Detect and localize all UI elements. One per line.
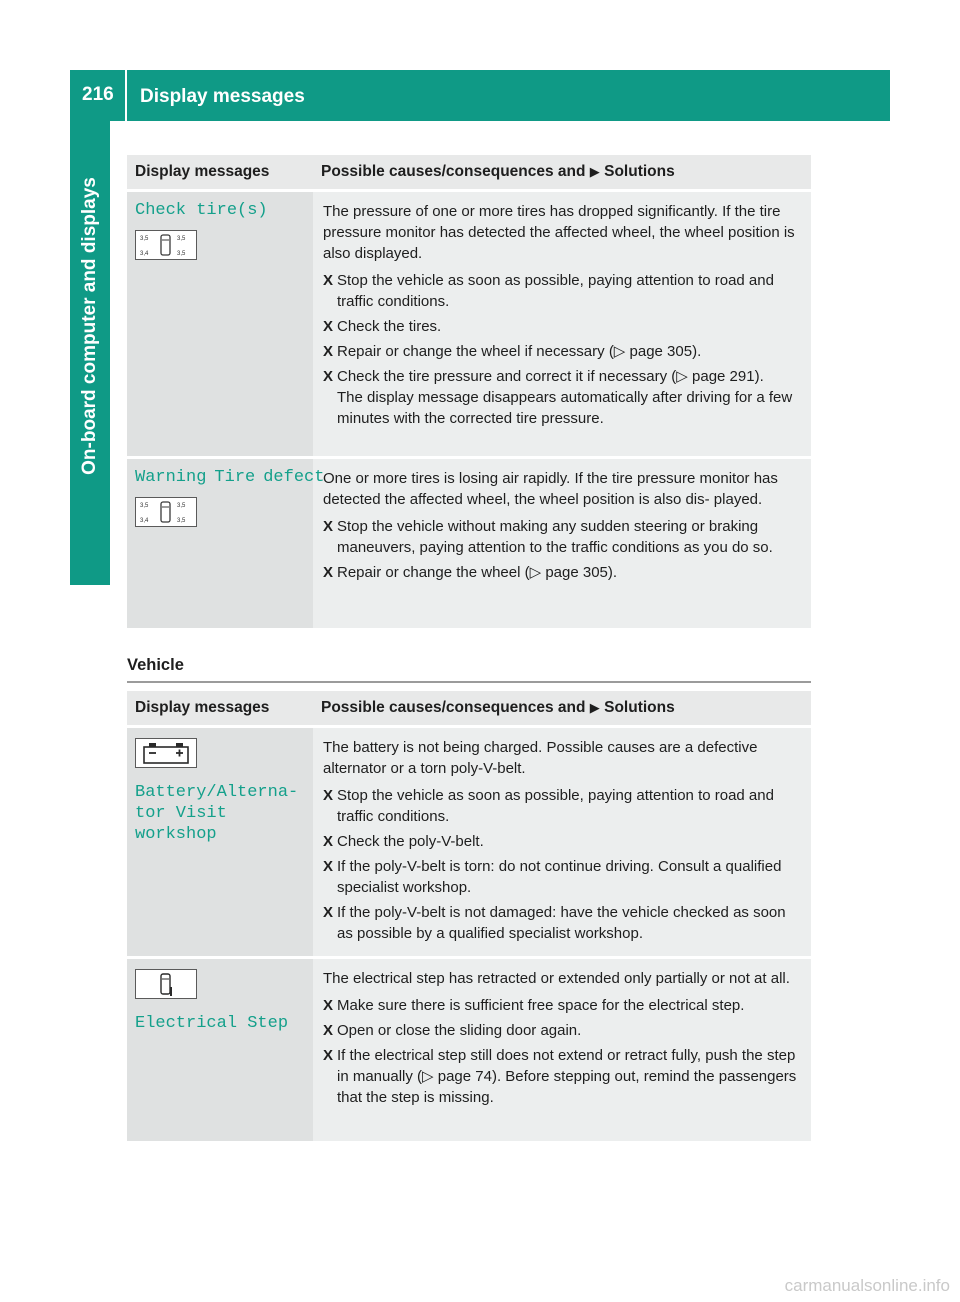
solution-cell <box>313 458 811 628</box>
section-heading-vehicle: Vehicle <box>127 656 184 674</box>
step-text: Stop the vehicle as soon as possible, paying attention to road and traffic conditions. <box>337 272 774 310</box>
display-message-text <box>135 782 305 845</box>
electrical-step-icon <box>135 969 197 999</box>
description-text: The electrical step has retracted or extended only partially or not at all. <box>323 970 790 987</box>
display-message-text <box>135 1013 305 1034</box>
step-text: Repair or change the wheel if necessary (▷ page 305). <box>337 343 702 360</box>
message-line: Battery/Alterna‐ <box>135 783 299 802</box>
description-text: One or more tires is losing air rapidly. If the tire pressure monitor has detected the affected wheel, the wheel position is also dis- played. <box>323 470 778 508</box>
step-text: Repair or change the wheel (▷ page 305). <box>337 564 618 581</box>
message-cell <box>127 727 313 958</box>
table-row <box>127 727 811 958</box>
list-item <box>323 316 803 337</box>
message-cell <box>127 191 313 458</box>
header-causes-label: Possible causes/consequences and <box>321 699 586 716</box>
list-item <box>323 831 803 852</box>
tire-value: 3,5 <box>140 236 149 242</box>
header-display-messages: Display messages <box>127 155 313 191</box>
solution-steps <box>323 995 803 1108</box>
step-text: If the poly-V-belt is not damaged: have the vehicle checked as soon as possible by a qualified specialist workshop. <box>337 904 786 942</box>
play-arrow-icon: ▶ <box>589 164 600 179</box>
step-text: Open or close the sliding door again. <box>337 1022 582 1039</box>
step-text: Make sure there is sufficient free space for the electrical step. <box>337 997 745 1014</box>
table-row <box>127 958 811 1141</box>
solution-steps <box>323 785 803 944</box>
display-message-text <box>135 200 305 221</box>
step-arrow-icon: X <box>323 787 334 804</box>
tire-value: 3,4 <box>140 251 149 257</box>
tire-value: 3,4 <box>140 518 149 524</box>
step-text: Check the tire pressure and correct it if necessary (▷ page 291). The display message disappears automatically after driving for a few minutes with the corrected tire pressure. <box>337 368 793 427</box>
list-item <box>323 902 803 944</box>
message-word: Warning <box>135 468 207 487</box>
step-arrow-icon: X <box>323 1022 334 1039</box>
page-number: 216 <box>82 84 114 105</box>
header-divider <box>125 70 127 121</box>
description-text: The battery is not being charged. Possible causes are a defective alternator or a torn poly-V-belt. <box>323 739 758 777</box>
header-causes-solutions <box>313 691 811 727</box>
list-item <box>323 270 803 312</box>
list-item <box>323 1045 803 1108</box>
list-item <box>323 366 803 429</box>
step-arrow-icon: X <box>323 318 334 335</box>
list-item <box>323 516 803 558</box>
step-arrow-icon: X <box>323 368 334 385</box>
solution-steps <box>323 516 803 583</box>
header-solutions-label: Solutions <box>604 163 675 180</box>
step-arrow-icon: X <box>323 1047 334 1064</box>
description-text: The pressure of one or more tires has dropped significantly. If the tire pressure monitor has detected the affected wheel, the wheel position is also displayed. <box>323 203 795 262</box>
message-word: Check tire(s) <box>135 201 268 220</box>
step-text: If the poly-V-belt is torn: do not continue driving. Consult a qualified specialist workshop. <box>337 858 782 896</box>
message-cell <box>127 958 313 1141</box>
header-causes-solutions <box>313 155 811 191</box>
step-text: Stop the vehicle without making any sudden steering or braking maneuvers, paying attention to the traffic conditions as you do so. <box>337 518 773 556</box>
step-arrow-icon: X <box>323 833 334 850</box>
watermark-text: carmanualsonline.info <box>784 1276 950 1295</box>
message-word: defect <box>263 468 325 487</box>
step-text: Stop the vehicle as soon as possible, paying attention to road and traffic conditions. <box>337 787 774 825</box>
table-header-row <box>127 155 811 191</box>
table-row <box>127 191 811 458</box>
vehicle-messages-table <box>127 691 811 1141</box>
page-title: Display messages <box>140 86 305 107</box>
list-item <box>323 785 803 827</box>
list-item <box>323 856 803 898</box>
side-tab-label <box>70 121 110 531</box>
list-item <box>323 341 803 362</box>
tire-value: 3,5 <box>177 503 186 509</box>
header-display-messages: Display messages <box>127 691 313 727</box>
tire-messages-table <box>127 155 811 628</box>
section-divider <box>127 681 811 683</box>
header-causes-label: Possible causes/consequences and <box>321 163 586 180</box>
step-text: Check the poly-V-belt. <box>337 833 484 850</box>
tire-pressure-icon <box>135 230 197 260</box>
solution-cell <box>313 958 811 1141</box>
step-arrow-icon: X <box>323 904 334 921</box>
message-cell <box>127 458 325 628</box>
list-item <box>323 562 803 583</box>
step-arrow-icon: X <box>323 343 334 360</box>
step-arrow-icon: X <box>323 564 334 581</box>
play-arrow-icon: ▶ <box>589 700 600 715</box>
table-row <box>127 458 811 628</box>
step-text: If the electrical step still does not extend or retract fully, push the step in manually (▷ page 74). Before stepping out, remind the passengers that the step is missing. <box>337 1047 797 1106</box>
tire-pressure-icon <box>135 497 197 527</box>
step-text: Check the tires. <box>337 318 442 335</box>
step-arrow-icon: X <box>323 518 334 535</box>
tire-value: 3,5 <box>177 251 186 257</box>
list-item <box>323 1020 803 1041</box>
battery-icon <box>135 738 197 768</box>
header-solutions-label: Solutions <box>604 699 675 716</box>
solution-steps <box>323 270 803 429</box>
tire-value: 3,5 <box>177 518 186 524</box>
display-message-text <box>135 467 325 488</box>
tire-value: 3,5 <box>177 236 186 242</box>
message-line: Electrical Step <box>135 1014 289 1033</box>
tire-value: 3,5 <box>140 503 149 509</box>
table-header-row <box>127 691 811 727</box>
step-arrow-icon: X <box>323 858 334 875</box>
list-item <box>323 995 803 1016</box>
solution-cell <box>313 191 811 458</box>
step-arrow-icon: X <box>323 997 334 1014</box>
solution-cell <box>313 727 811 958</box>
step-arrow-icon: X <box>323 272 334 289</box>
message-line: tor Visit workshop <box>135 804 227 844</box>
message-word: Tire <box>214 468 256 487</box>
side-tab-text: On-board computer and displays <box>79 177 100 475</box>
